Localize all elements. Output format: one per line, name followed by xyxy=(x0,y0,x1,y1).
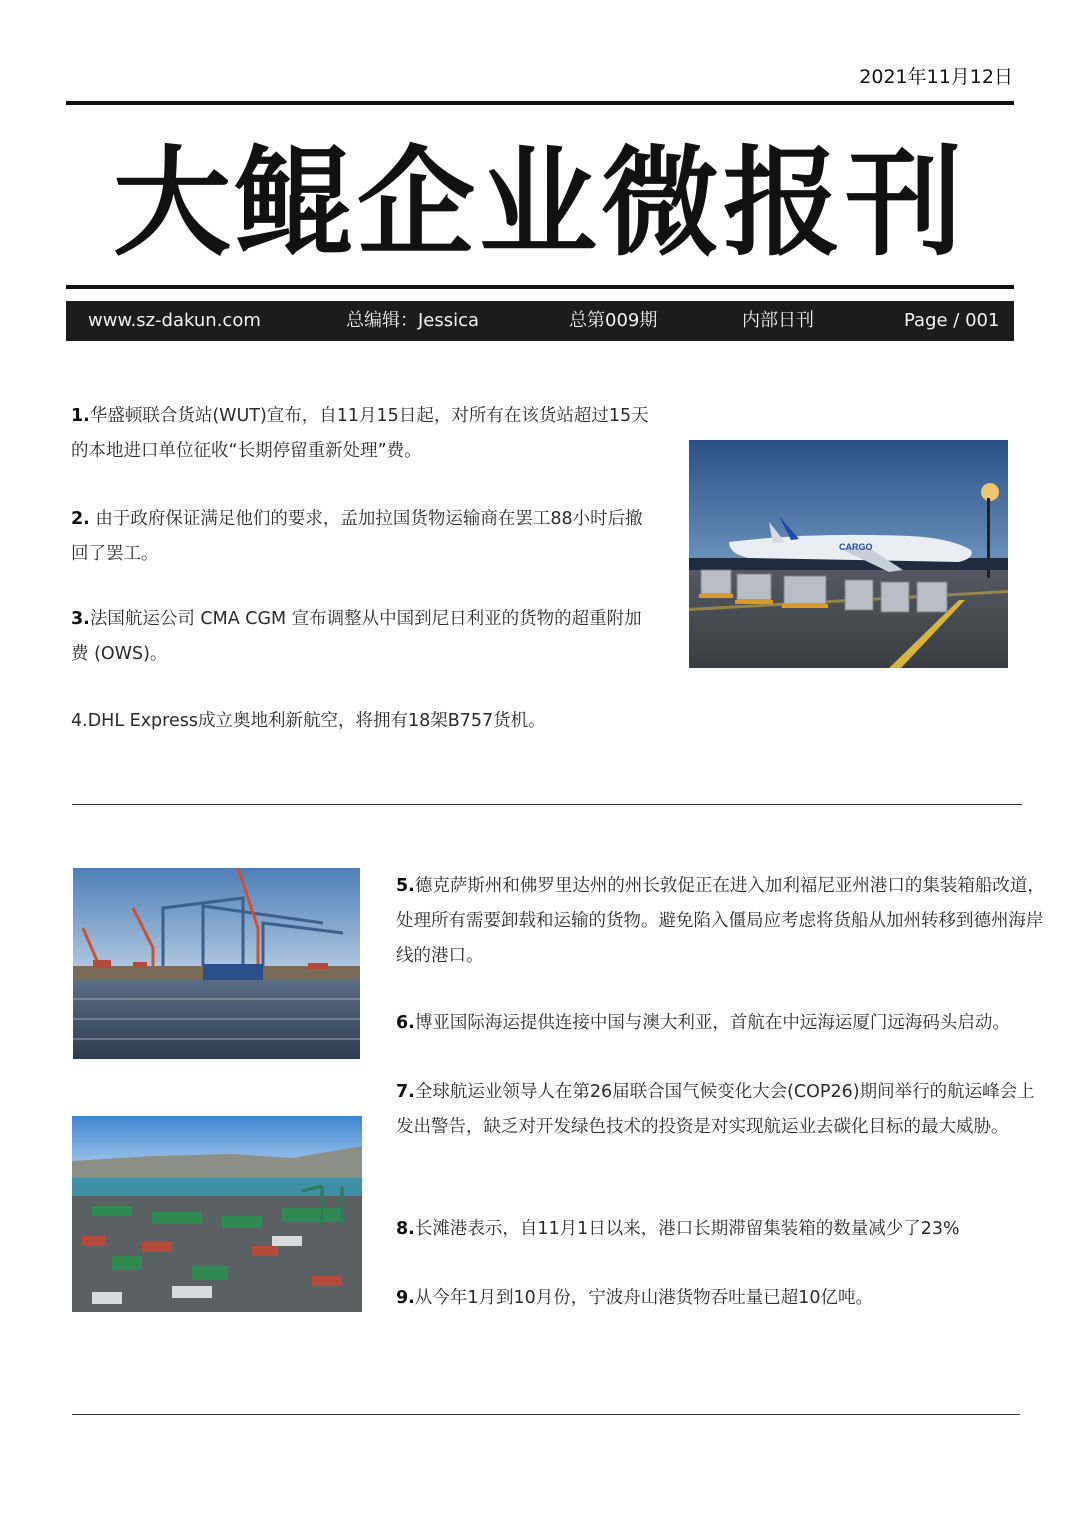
issue-number: 总第009期 xyxy=(569,310,658,331)
news-item-4 xyxy=(71,704,653,739)
news-number: 1. xyxy=(71,406,90,426)
issue-date: 2021年11月12日 xyxy=(859,66,1013,88)
news-text: 法国航运公司 CMA CGM 宣布调整从中国到尼日利亚的货物的超重附加费 (OWS)。 xyxy=(71,609,642,664)
news-number: 5. xyxy=(396,876,415,896)
cargo-plane-photo xyxy=(689,440,1008,668)
publication-type: 内部日刊 xyxy=(742,310,814,331)
news-text: 全球航运业领导人在第26届联合国气候变化大会(COP26)期间举行的航运峰会上发出警告，缺乏对开发绿色技术的投资是对实现航运业去碳化目标的最大威胁。 xyxy=(396,1082,1035,1137)
news-number: 7. xyxy=(396,1082,415,1102)
port-cranes-photo xyxy=(73,868,360,1059)
news-text: 由于政府保证满足他们的要求，孟加拉国货物运输商在罢工88小时后撤回了罢工。 xyxy=(71,509,643,564)
news-text: 长滩港表示，自11月1日以来，港口长期滞留集装箱的数量减少了23% xyxy=(414,1219,960,1239)
cargo-lettering: CARGO xyxy=(839,542,873,552)
news-text: 华盛顿联合货站(WUT)宣布，自11月15日起，对所有在该货站超过15天的本地进口单位征收“长期停留重新处理”费。 xyxy=(71,406,649,461)
news-item-7 xyxy=(396,1075,1052,1145)
news-item-9 xyxy=(396,1281,1052,1316)
news-text: 博亚国际海运提供连接中国与澳大利亚，首航在中远海运厦门远海码头启动。 xyxy=(414,1013,1010,1033)
news-number: 3. xyxy=(71,609,90,629)
news-item-1 xyxy=(71,399,653,469)
masthead-rule xyxy=(66,285,1014,289)
website-link[interactable]: www.sz-dakun.com xyxy=(88,310,261,331)
news-item-8 xyxy=(396,1212,1052,1247)
news-item-5 xyxy=(396,869,1052,974)
news-number: 9. xyxy=(396,1288,415,1308)
news-number: 2. xyxy=(71,509,90,529)
masthead-title: 大鲲企业微报刊 xyxy=(112,133,967,272)
section-divider xyxy=(72,804,1022,805)
news-number: 8. xyxy=(396,1219,415,1239)
news-item-6 xyxy=(396,1006,1052,1041)
top-rule xyxy=(66,101,1014,105)
info-bar xyxy=(66,301,1014,341)
news-item-3 xyxy=(71,602,653,672)
news-item-2 xyxy=(71,502,653,572)
news-text: 从今年1月到10月份，宁波舟山港货物吞吐量已超10亿吨。 xyxy=(414,1288,873,1308)
bottom-divider xyxy=(72,1414,1020,1415)
container-terminal-photo xyxy=(72,1116,362,1312)
news-number: 6. xyxy=(396,1013,415,1033)
editor-label: 总编辑：Jessica xyxy=(346,310,480,331)
news-text: 4.DHL Express成立奥地利新航空，将拥有18架B757货机。 xyxy=(71,711,546,731)
page-number: Page / 001 xyxy=(904,310,1000,331)
news-text: 德克萨斯州和佛罗里达州的州长敦促正在进入加利福尼亚州港口的集装箱船改道，处理所有需要卸载和运输的货物。避免陷入僵局应考虑将货船从加州转移到德州海岸线的港口。 xyxy=(396,876,1045,966)
